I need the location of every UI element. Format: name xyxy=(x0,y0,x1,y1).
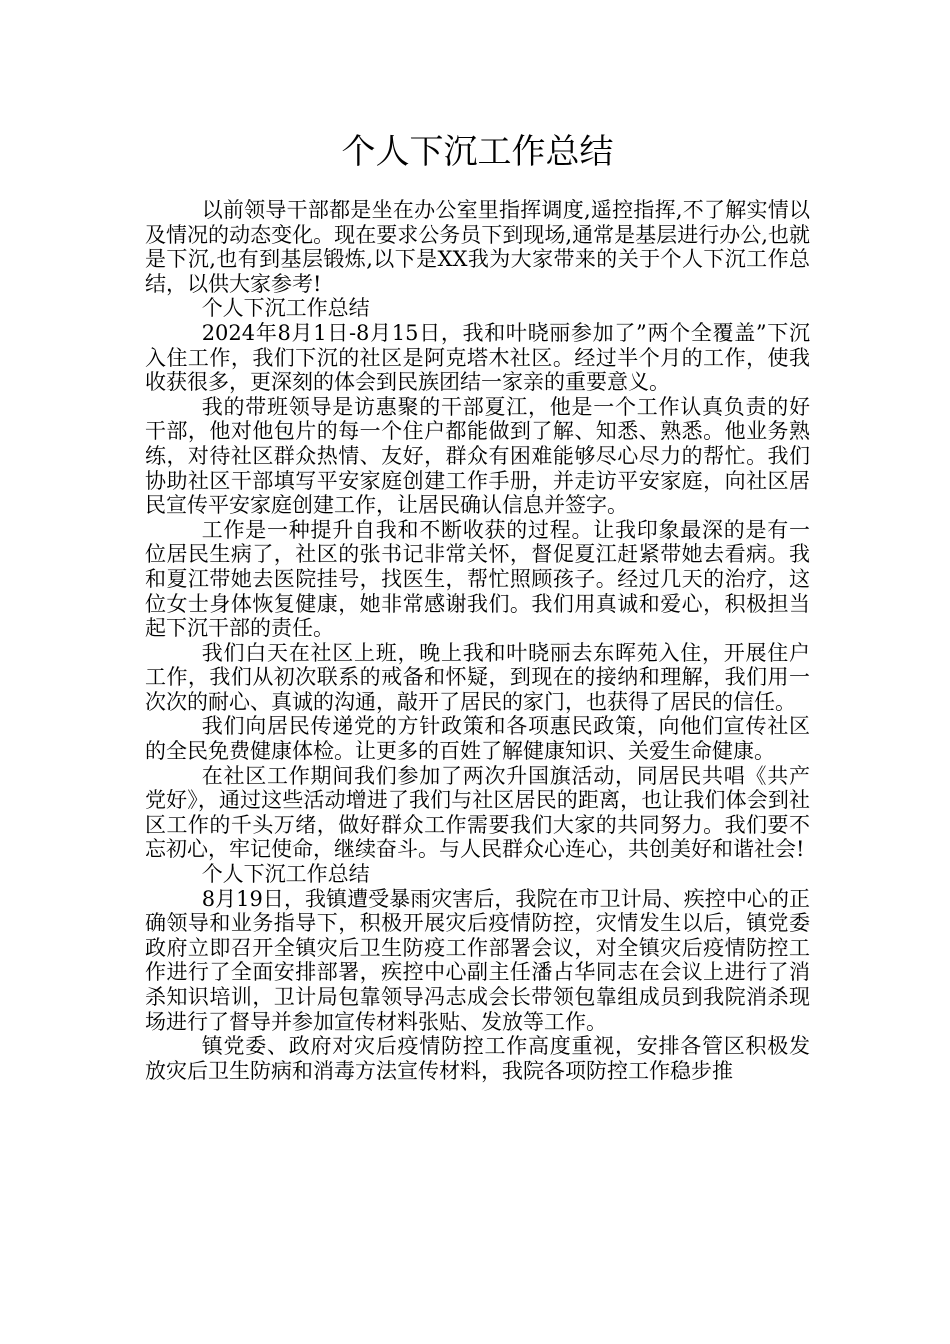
paragraph: 8月19日，我镇遭受暴雨灾害后，我院在市卫计局、疾控中心的正确领导和业务指导下，积极开展灾后疫情防控，灾情发生以后，镇党委政府立即召开全镇灾后卫生防疫工作部署会议，对全镇灾后疫情防控工作进行了全面安排部署，疾控中心副主任潘占华同志在会议上进行了消杀知识培训，卫计局包靠领导冯志成会长带领包靠组成员到我院消杀现场进行了督导并参加宣传材料张贴、发放等工作。 xyxy=(145,886,810,1034)
section-heading-2: 个人下沉工作总结 xyxy=(201,862,370,887)
paragraph: 我们向居民传递党的方针政策和各项惠民政策，向他们宣传社区的全民免费健康体检。让更多的百姓了解健康知识、关爱生命健康。 xyxy=(145,714,810,764)
paragraph: 工作是一种提升自我和不断收获的过程。让我印象最深的是有一位居民生病了，社区的张书记非常关怀，督促夏江赶紧带她去看病。我和夏江带她去医院挂号，找医生，帮忙照顾孩子。经过几天的治疗，这位女士身体恢复健康，她非常感谢我们。我们用真诚和爱心，积极担当起下沉干部的责任。 xyxy=(145,517,810,641)
paragraph-intro: 以前领导干部都是坐在办公室里指挥调度,遥控指挥,不了解实情以及情况的动态变化。现在要求公务员下到现场,通常是基层进行办公,也就是下沉,也有到基层锻炼,以下是XX我为大家带来的关于个人下沉工作总结，以供大家参考! xyxy=(145,198,810,296)
document-title: 个人下沉工作总结 xyxy=(341,132,614,172)
paragraph: 镇党委、政府对灾后疫情防控工作高度重视，安排各管区积极发放灾后卫生防病和消毒方法宣传材料，我院各项防控工作稳步推 xyxy=(145,1034,810,1083)
document-page xyxy=(145,130,810,1083)
paragraph: 我们白天在社区上班，晚上我和叶晓丽去东晖苑入住，开展住户工作，我们从初次联系的戒备和怀疑，到现在的接纳和理解，我们用一次次的耐心、真诚的沟通，敲开了居民的家门，也获得了居民的信任。 xyxy=(145,640,810,714)
paragraph: 我的带班领导是访惠聚的干部夏江，他是一个工作认真负责的好干部，他对他包片的每一个住户都能做到了解、知悉、熟悉。他业务熟练，对待社区群众热情、友好，群众有困难能够尽心尽力的帮忙。我们协助社区干部填写平安家庭创建工作手册，并走访平安家庭，向社区居民宣传平安家庭创建工作，让居民确认信息并签字。 xyxy=(145,394,810,518)
paragraph: 2024年8月1日-8月15日，我和叶晓丽参加了”两个全覆盖”下沉入住工作，我们下沉的社区是阿克塔木社区。经过半个月的工作，使我收获很多，更深刻的体会到民族团结一家亲的重要意义。 xyxy=(145,320,810,395)
section-heading-1: 个人下沉工作总结 xyxy=(201,296,370,321)
paragraph: 在社区工作期间我们参加了两次升国旗活动，同居民共唱《共产党好》，通过这些活动增进了我们与社区居民的距离，也让我们体会到社区工作的千头万绪，做好群众工作需要我们大家的共同努力。我们要不忘初心，牢记使命，继续奋斗。与人民群众心连心，共创美好和谐社会! xyxy=(145,763,810,862)
